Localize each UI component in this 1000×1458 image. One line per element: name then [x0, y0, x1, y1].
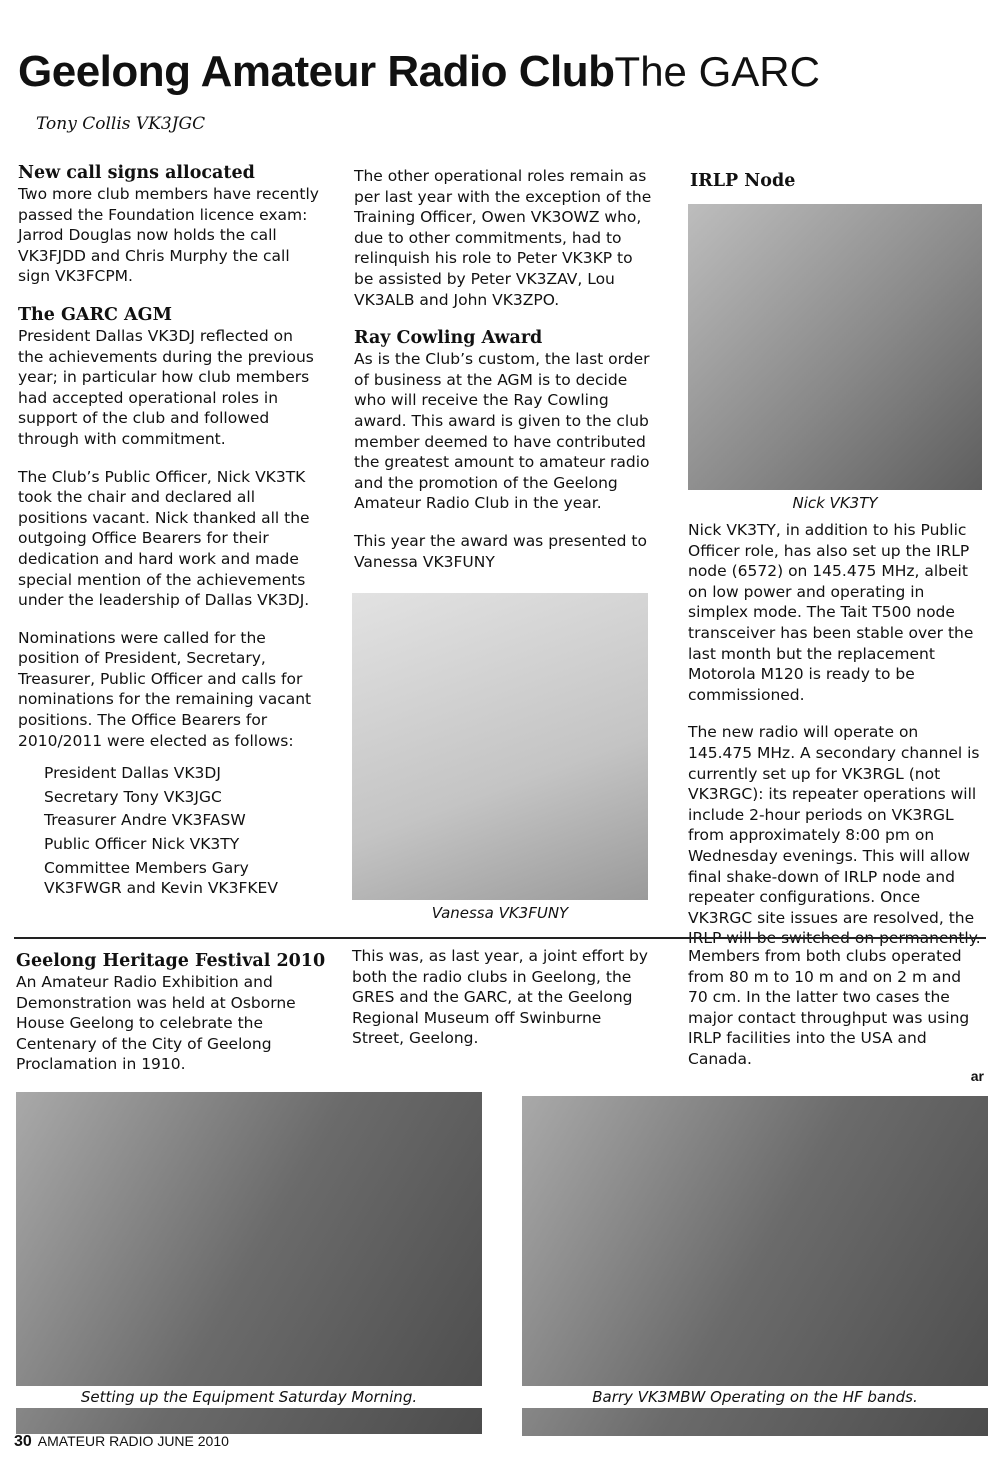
column-left	[18, 162, 323, 902]
list-item: President Dallas VK3DJ	[44, 764, 221, 783]
author-byline: Tony Collis VK3JGC	[36, 114, 206, 134]
footer-text: AMATEUR RADIO JUNE 2010	[37, 1433, 229, 1449]
list-item: Public Officer Nick VK3TY	[44, 835, 240, 854]
photo-nick	[688, 204, 982, 490]
column-right	[688, 520, 984, 949]
paragraph: This was, as last year, a joint effort by both the radio clubs in Geelong, the GRES and the GARC, at the Geelong Regional Museum off Swinburne Street, Geelong.	[352, 947, 648, 1048]
photo-barry	[522, 1096, 988, 1436]
paragraph: An Amateur Radio Exhibition and Demonstration was held at Osborne House Geelong to celebrate the Centenary of the City of Geelong Proclamation in 1910.	[16, 973, 296, 1074]
page-number: 30	[14, 1433, 32, 1450]
heritage-column-1	[16, 950, 326, 1075]
heading-irlp: IRLP Node	[690, 171, 796, 191]
paragraph: As is the Club’s custom, the last order of business at the AGM is to decide who will receive the Ray Cowling award. This award is given to the club member deemed to have contributed the greatest amount to amateur radio and the promotion of the Geelong Amateur Radio Club in the year.	[354, 350, 650, 513]
heading-ray-cowling: Ray Cowling Award	[354, 328, 543, 349]
heading-agm: The GARC AGM	[18, 304, 172, 325]
paragraph: Nick VK3TY, in addition to his Public Officer role, has also set up the IRLP node (6572) on 145.475 MHz, albeit on low power and operating in simplex mode. The Tait T500 node transceiver has been stable over the last month but the replacement Motorola M120 is ready to be commissioned.	[688, 521, 974, 704]
title-light: The GARC	[614, 48, 820, 95]
paragraph: Nominations were called for the position of President, Secretary, Treasurer, Public Officer and calls for nominations for the remaining vacant positions. The Office Bearers for 2010/2011 were elected as follows:	[18, 628, 312, 750]
caption-vanessa: Vanessa VK3FUNY	[431, 904, 569, 922]
end-mark: ar	[970, 1068, 984, 1084]
list-item: Committee Members Gary VK3FWGR and Kevin VK3FKEV	[44, 858, 278, 898]
caption-nick: Nick VK3TY	[792, 494, 878, 512]
photo-vanessa	[352, 593, 648, 900]
paragraph: The new radio will operate on 145.475 MHz. A secondary channel is currently set up for VK3RGL (not VK3RGC): its repeater operations will include 2-hour periods on VK3RGL from approximately 8:00 pm on Wednesday evenings. This will allow final shake-down of IRLP node and repeater configurations. Once VK3RGC site issues are resolved, the	[688, 723, 980, 927]
caption-barry: Barry VK3MBW Operating on the HF bands.	[522, 1386, 988, 1408]
page-footer	[14, 1433, 229, 1451]
page-title	[18, 47, 820, 96]
caption-setup: Setting up the Equipment Saturday Morning.	[16, 1386, 482, 1408]
list-item: Treasurer Andre VK3FASW	[44, 811, 246, 830]
title-bold: Geelong Amateur Radio Club	[18, 47, 615, 96]
paragraph: This year the award was presented to Vanessa VK3FUNY	[354, 531, 647, 571]
heritage-column-2	[352, 946, 652, 1049]
officer-list	[44, 763, 323, 899]
paragraph: The Club’s Public Officer, Nick VK3TK took the chair and declared all positions vacant. Nick thanked all the outgoing Office Bearers for their dedication and hard work and made special mention of the achievements under the leadership of Dallas VK3DJ.	[18, 467, 310, 610]
heritage-column-3	[688, 946, 984, 1070]
heading-heritage: Geelong Heritage Festival 2010	[16, 951, 326, 971]
paragraph: The other operational roles remain as per last year with the exception of the Training Officer, Owen VK3OWZ who, due to other commitments, had to relinquish his role to Peter VK3KP to be assisted by Peter VK3ZAV, Lou VK3ALB and John VK3ZPO.	[354, 167, 652, 309]
column-middle	[354, 166, 654, 589]
list-item: Secretary Tony VK3JGC	[44, 787, 222, 806]
paragraph: Members from both clubs operated from 80 m to 10 m and on 2 m and 70 cm. In the latter two cases the major contact throughput was using IRLP facilities into the USA and Canada.	[688, 947, 970, 1068]
heading-new-call-signs: New call signs allocated	[18, 163, 255, 183]
column-right-heading	[690, 170, 982, 192]
paragraph: President Dallas VK3DJ reflected on the achievements during the previous year; in particular how club members had accepted operational roles in support of the club and followed through with commitment.	[18, 326, 314, 448]
paragraph: Two more club members have recently passed the Foundation licence exam: Jarrod Douglas now holds the call VK3FJDD and Chris Murphy the call sign VK3FCPM.	[18, 185, 319, 286]
photo-setup	[16, 1092, 482, 1434]
section-divider	[14, 937, 986, 939]
